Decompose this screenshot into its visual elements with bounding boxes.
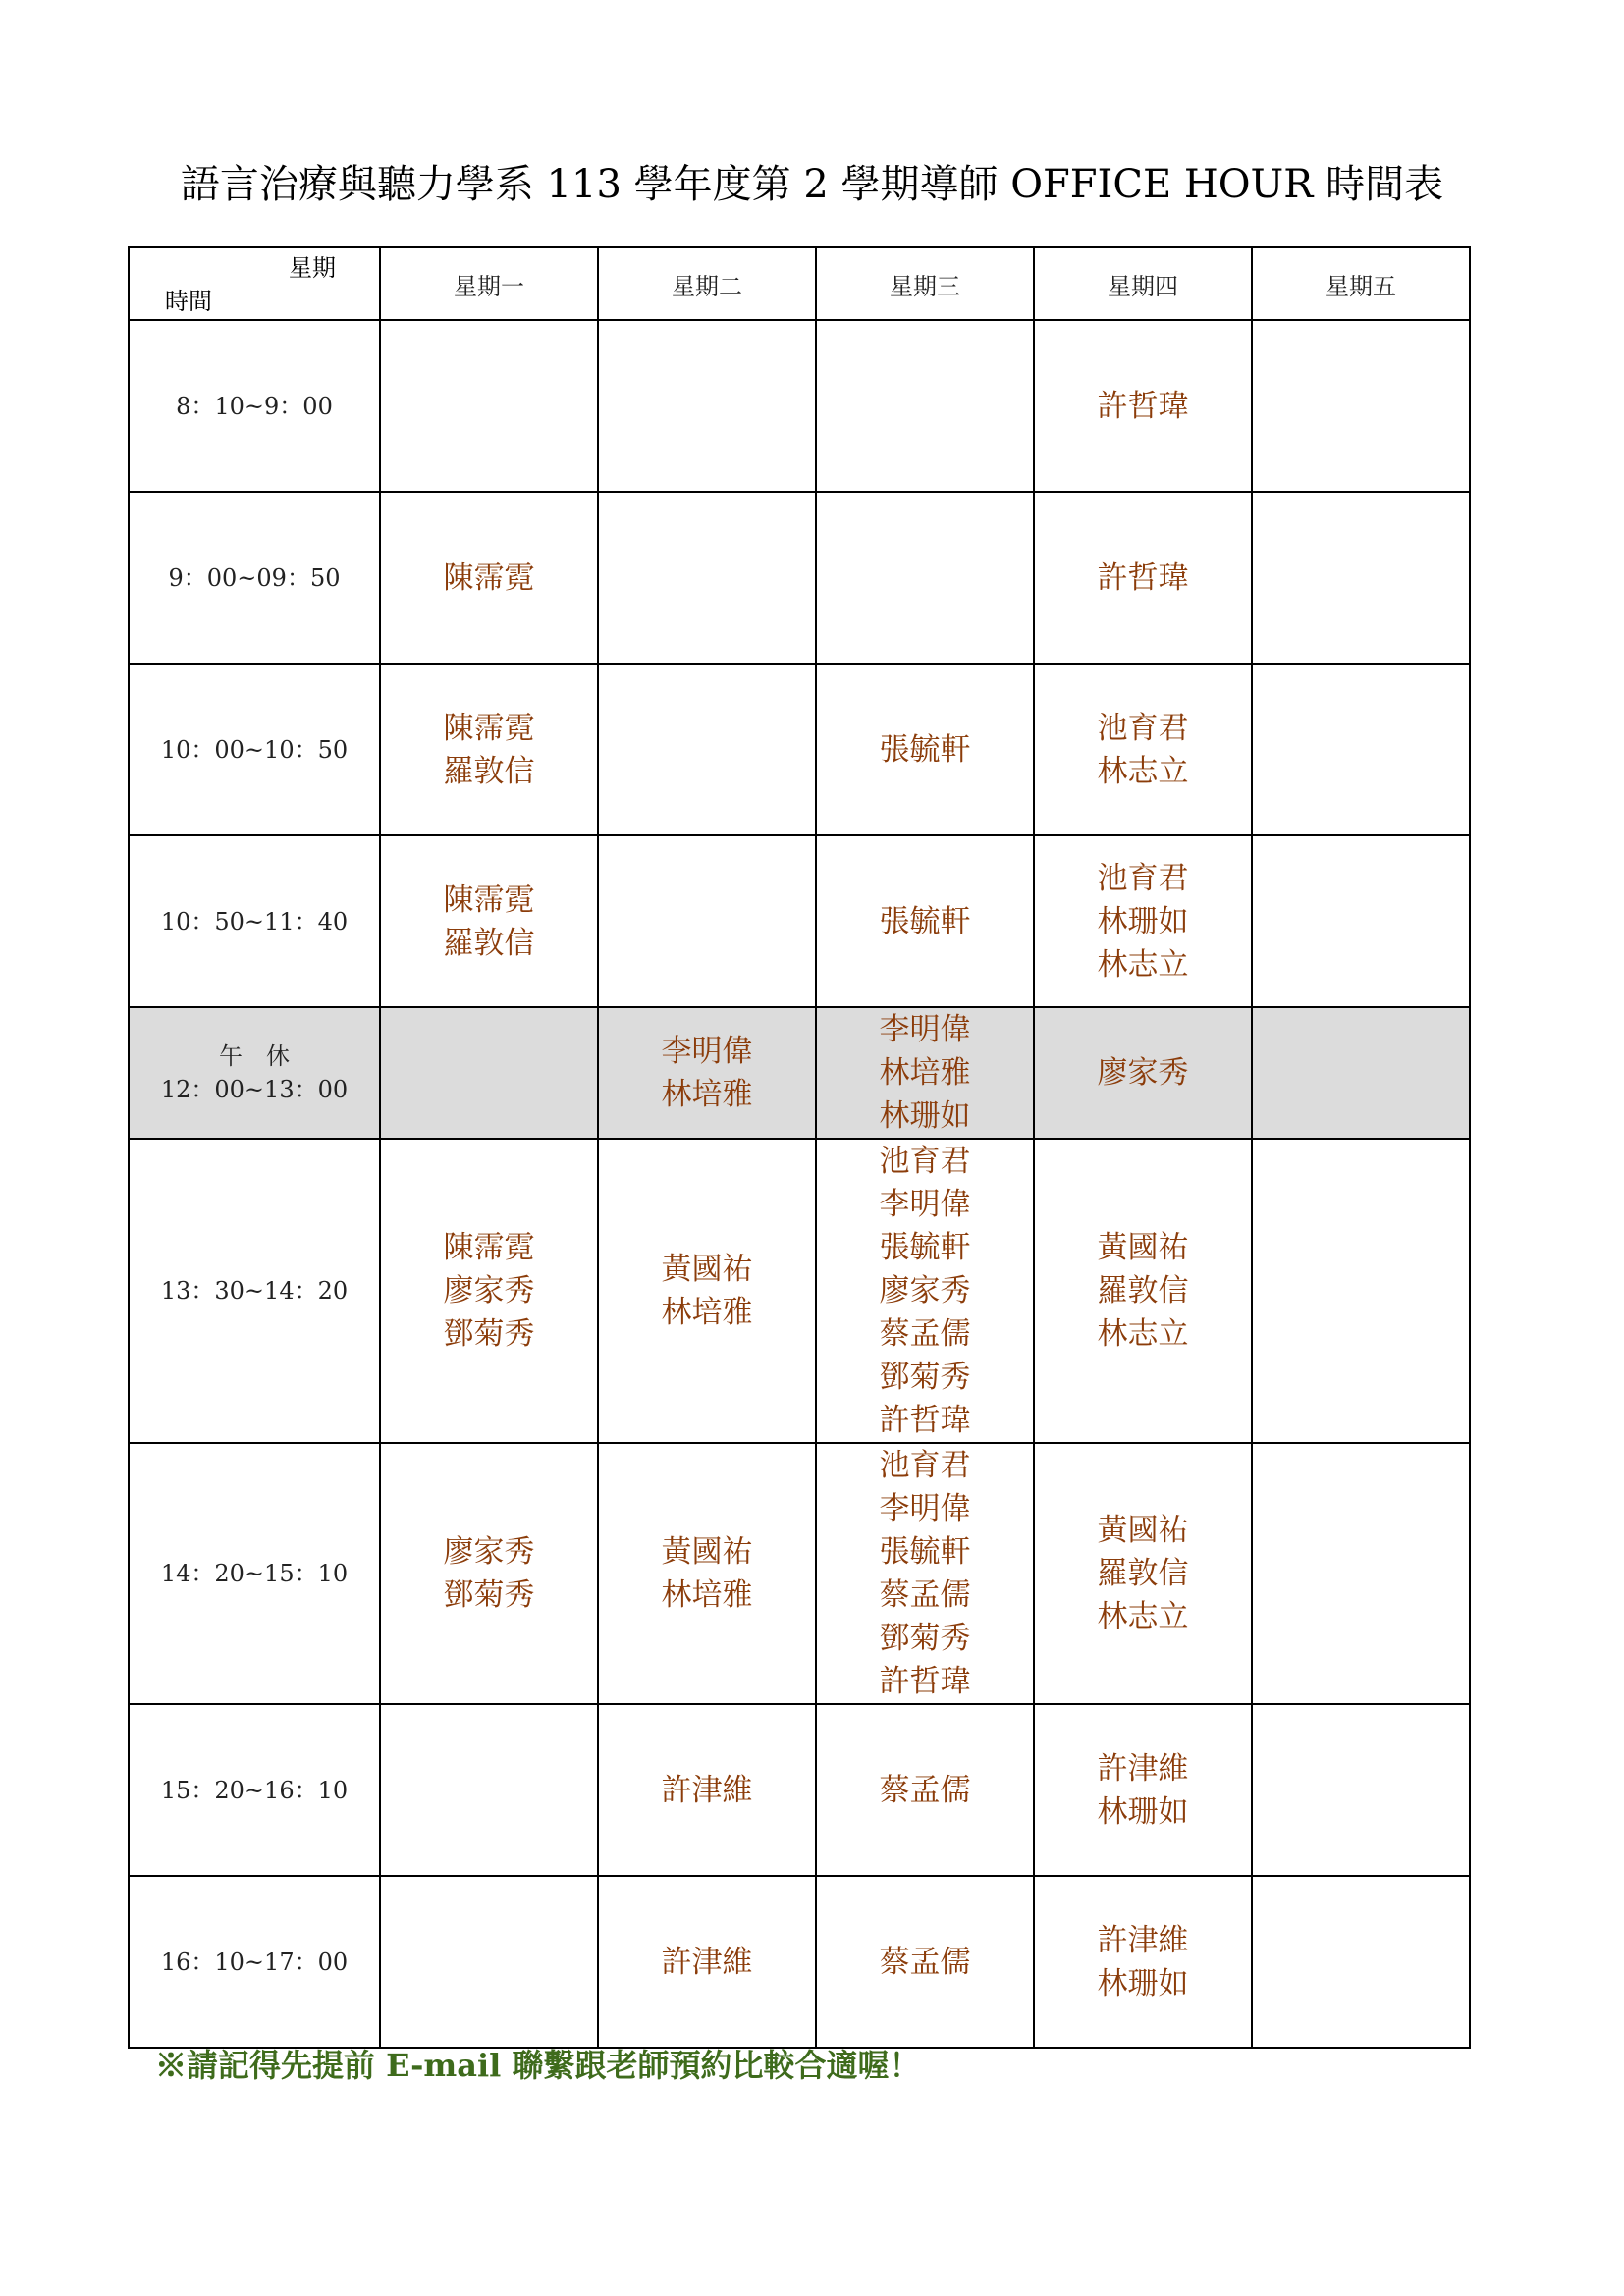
- schedule-cell-monday: [380, 492, 598, 664]
- schedule-cell-friday: [1252, 320, 1470, 492]
- corner-day-label: 星期: [289, 254, 336, 282]
- teacher-name: 李明偉: [879, 1491, 971, 1526]
- schedule-cell-monday: [380, 1876, 598, 2048]
- teacher-name: 鄧菊秀: [879, 1621, 971, 1656]
- teacher-name: 蔡孟儒: [879, 1944, 971, 1980]
- schedule-cell-friday: [1252, 1139, 1470, 1443]
- corner-time-label: 時間: [165, 288, 212, 315]
- schedule-cell-friday: [1252, 1007, 1470, 1139]
- time-slot-label: 8：10~9：00: [176, 392, 333, 420]
- schedule-cell-wednesday: [816, 664, 1034, 835]
- time-slot-cell: [129, 664, 380, 835]
- teacher-name: 李明偉: [879, 1187, 971, 1222]
- schedule-cell-wednesday: [816, 835, 1034, 1007]
- teacher-name: 廖家秀: [879, 1273, 971, 1308]
- schedule-cell-monday: [380, 1139, 598, 1443]
- time-slot-label: 10：50~11：40: [160, 907, 349, 935]
- time-slot-label: 13：30~14：20: [160, 1277, 349, 1305]
- teacher-name: 林志立: [1097, 1599, 1189, 1634]
- teacher-name: 池育君: [879, 1144, 971, 1179]
- schedule-cell-wednesday: [816, 492, 1034, 664]
- schedule-row: [129, 492, 1470, 664]
- teacher-name: 黃國祐: [661, 1252, 753, 1287]
- schedule-cell-friday: [1252, 1704, 1470, 1876]
- schedule-cell-friday: [1252, 492, 1470, 664]
- day-header-monday: 星期一: [380, 247, 598, 320]
- teacher-name: 許哲瑋: [879, 1664, 971, 1699]
- schedule-cell-tuesday: [598, 492, 816, 664]
- teacher-name: 林培雅: [661, 1577, 753, 1613]
- schedule-cell-wednesday: [816, 320, 1034, 492]
- teacher-name: 林珊如: [1097, 903, 1189, 939]
- schedule-row: [129, 1139, 1470, 1443]
- teacher-name: 許津維: [1097, 1750, 1189, 1787]
- schedule-cell-tuesday: [598, 1139, 816, 1443]
- teacher-name: 黃國祐: [1097, 1230, 1189, 1265]
- schedule-cell-monday: [380, 664, 598, 835]
- schedule-cell-monday: [380, 835, 598, 1007]
- schedule-cell-friday: [1252, 1876, 1470, 2048]
- teacher-name: 林培雅: [661, 1295, 753, 1330]
- schedule-cell-tuesday: [598, 664, 816, 835]
- time-slot-cell: [129, 492, 380, 664]
- teacher-name: 陳霈霓: [443, 881, 535, 918]
- page-title: 語言治療與聽力學系 113 學年度第 2 學期導師 OFFICE HOUR 時間表: [180, 162, 1444, 207]
- appointment-note: ※請記得先提前 E-mail 聯繫跟老師預約比較合適喔！: [155, 2047, 921, 2084]
- time-slot-label: 9：00~09：50: [168, 563, 341, 592]
- teacher-name: 林培雅: [661, 1077, 753, 1112]
- teacher-name: 羅敦信: [443, 925, 535, 961]
- teacher-name: 蔡孟儒: [879, 1316, 971, 1352]
- teacher-name: 張毓軒: [879, 1534, 971, 1570]
- schedule-cell-thursday: [1034, 1007, 1252, 1139]
- corner-header-cell: [129, 247, 380, 320]
- schedule-cell-wednesday: [816, 1876, 1034, 2048]
- teacher-name: 陳霈霓: [443, 1230, 535, 1265]
- teacher-name: 許哲瑋: [1097, 388, 1189, 424]
- schedule-cell-monday: [380, 1007, 598, 1139]
- schedule-row: [129, 1443, 1470, 1704]
- schedule-cell-thursday: [1034, 1704, 1252, 1876]
- teacher-name: 廖家秀: [443, 1534, 535, 1570]
- teacher-name: 張毓軒: [879, 731, 971, 768]
- teacher-name: 李明偉: [661, 1034, 753, 1069]
- time-slot-label: 16：10~17：00: [160, 1948, 349, 1976]
- teacher-name: 許津維: [661, 1772, 753, 1808]
- time-slot-label: 午 休: [219, 1042, 290, 1070]
- schedule-row: [129, 320, 1470, 492]
- teacher-name: 鄧菊秀: [879, 1360, 971, 1395]
- schedule-cell-tuesday: [598, 1876, 816, 2048]
- schedule-cell-friday: [1252, 1443, 1470, 1704]
- teacher-name: 林志立: [1097, 946, 1189, 983]
- schedule-cell-wednesday: [816, 1007, 1034, 1139]
- time-slot-label: 10：00~10：50: [160, 735, 349, 764]
- schedule-cell-monday: [380, 1704, 598, 1876]
- teacher-name: 鄧菊秀: [443, 1577, 535, 1613]
- time-slot-cell: [129, 1876, 380, 2048]
- schedule-cell-thursday: [1034, 1139, 1252, 1443]
- schedule-cell-thursday: [1034, 1443, 1252, 1704]
- schedule-cell-thursday: [1034, 664, 1252, 835]
- teacher-name: 黃國祐: [661, 1534, 753, 1570]
- schedule-cell-monday: [380, 1443, 598, 1704]
- teacher-name: 許哲瑋: [1097, 560, 1189, 596]
- teacher-name: 黃國祐: [1097, 1513, 1189, 1548]
- teacher-name: 廖家秀: [1097, 1055, 1189, 1091]
- schedule-cell-tuesday: [598, 1443, 816, 1704]
- teacher-name: 蔡孟儒: [879, 1772, 971, 1808]
- office-hour-table: [128, 246, 1471, 2049]
- day-header-wednesday: 星期三: [816, 247, 1034, 320]
- teacher-name: 鄧菊秀: [443, 1316, 535, 1352]
- schedule-cell-friday: [1252, 664, 1470, 835]
- schedule-cell-thursday: [1034, 320, 1252, 492]
- schedule-cell-tuesday: [598, 1704, 816, 1876]
- schedule-cell-thursday: [1034, 492, 1252, 664]
- teacher-name: 林培雅: [879, 1055, 971, 1091]
- day-header-tuesday: 星期二: [598, 247, 816, 320]
- time-slot-cell: [129, 1007, 380, 1139]
- time-slot-label: 14：20~15：10: [160, 1560, 349, 1587]
- time-slot-cell: [129, 1704, 380, 1876]
- teacher-name: 許津維: [661, 1944, 753, 1980]
- time-slot-cell: [129, 1443, 380, 1704]
- teacher-name: 羅敦信: [443, 753, 535, 789]
- teacher-name: 許哲瑋: [879, 1403, 971, 1438]
- teacher-name: 池育君: [1097, 860, 1189, 896]
- time-slot-cell: [129, 320, 380, 492]
- schedule-cell-wednesday: [816, 1704, 1034, 1876]
- teacher-name: 林珊如: [1097, 1965, 1189, 2002]
- teacher-name: 張毓軒: [879, 1230, 971, 1265]
- teacher-name: 羅敦信: [1097, 1556, 1189, 1591]
- teacher-name: 許津維: [1097, 1922, 1189, 1958]
- schedule-cell-tuesday: [598, 835, 816, 1007]
- teacher-name: 羅敦信: [1097, 1273, 1189, 1308]
- schedule-cell-monday: [380, 320, 598, 492]
- schedule-row: [129, 1007, 1470, 1139]
- teacher-name: 林志立: [1097, 1316, 1189, 1352]
- teacher-name: 廖家秀: [443, 1273, 535, 1308]
- teacher-name: 池育君: [1097, 710, 1189, 746]
- schedule-row: [129, 1704, 1470, 1876]
- schedule-cell-tuesday: [598, 1007, 816, 1139]
- schedule-cell-wednesday: [816, 1443, 1034, 1704]
- teacher-name: 陳霈霓: [443, 710, 535, 746]
- teacher-name: 林珊如: [879, 1098, 971, 1134]
- schedule-cell-friday: [1252, 835, 1470, 1007]
- teacher-name: 張毓軒: [879, 903, 971, 939]
- schedule-cell-thursday: [1034, 835, 1252, 1007]
- time-slot-cell: [129, 1139, 380, 1443]
- schedule-row: [129, 1876, 1470, 2048]
- time-slot-label: 12：00~13：00: [160, 1076, 349, 1103]
- teacher-name: 林志立: [1097, 753, 1189, 789]
- teacher-name: 蔡孟儒: [879, 1577, 971, 1613]
- schedule-cell-tuesday: [598, 320, 816, 492]
- teacher-name: 李明偉: [879, 1012, 971, 1047]
- schedule-cell-wednesday: [816, 1139, 1034, 1443]
- teacher-name: 池育君: [879, 1448, 971, 1483]
- schedule-row: [129, 664, 1470, 835]
- schedule-cell-thursday: [1034, 1876, 1252, 2048]
- time-slot-cell: [129, 835, 380, 1007]
- time-slot-label: 15：20~16：10: [160, 1776, 349, 1804]
- day-header-friday: 星期五: [1252, 247, 1470, 320]
- schedule-row: [129, 835, 1470, 1007]
- day-header-thursday: 星期四: [1034, 247, 1252, 320]
- teacher-name: 陳霈霓: [443, 560, 535, 596]
- teacher-name: 林珊如: [1097, 1793, 1189, 1830]
- header-row: [129, 247, 1470, 320]
